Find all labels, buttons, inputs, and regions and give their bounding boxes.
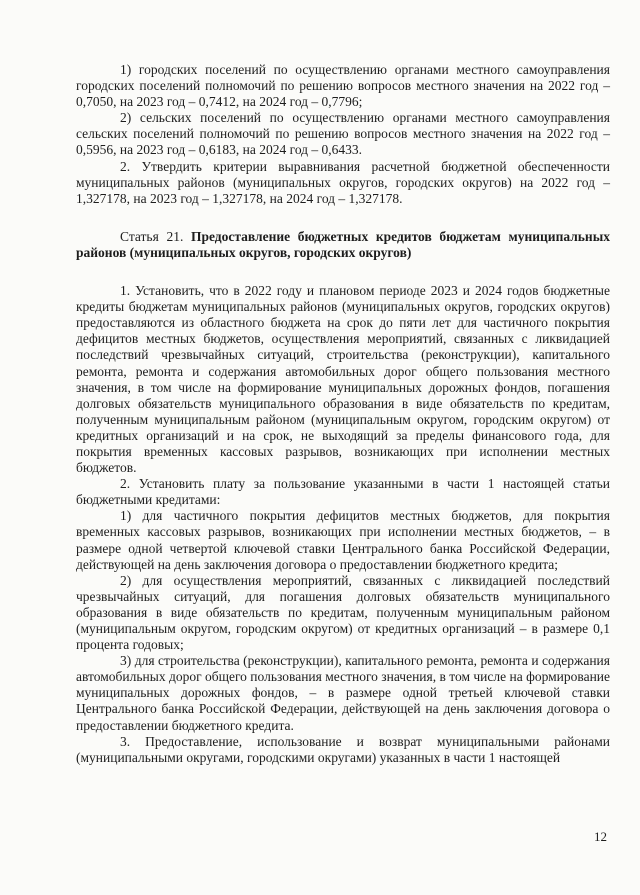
paragraph-part-1: 1. Установить, что в 2022 году и плановом периоде 2023 и 2024 годов бюджетные кредиты бюджетам муниципальных районов (муниципальных округов, городских округов) предоставляются из областного бюджета на срок до пяти лет для частичного покрытия дефицитов местных бюджетов, осуществления мероприятий, связанных с ликвидацией последствий чрезвычайных ситуаций, строительства (реконструкции), капитального ремонта, ремонта и содержания автомобильных дорог общего пользования местного значения, в том числе на формирование муниципальных дорожных фондов, погашения долговых обязательств муниципального образования в виде обязательств по кредитам, полученным муниципальным районом (муниципальным округом, городским округом) от кредитных организаций и на срок, не выходящий за пределы финансового года, для покрытия временных кассовых разрывов, возникающих при исполнении местных бюджетов. (76, 283, 610, 476)
paragraph-equalization-criteria: 2. Утвердить критерии выравнивания расчетной бюджетной обеспеченности муниципальных районов (муниципальных округов, городских округов) на 2022 год – 1,327178, на 2023 год – 1,327178, на 2024 год – 1,327178. (76, 158, 610, 206)
paragraph-part-3: 3. Предоставление, использование и возврат муниципальными районами (муниципальными округами, городскими округами) указанных в части 1 настоящей (76, 733, 610, 765)
article-title: Предоставление бюджетных кредитов бюджетам муниципальных районов (муниципальных округов, городских округов) (76, 228, 610, 260)
document-body (76, 62, 610, 766)
article-label: Статья 21. (120, 228, 184, 244)
section-spacer (76, 207, 610, 229)
article-heading (76, 229, 610, 261)
paragraph-rural-settlements: 2) сельских поселений по осуществлению органами местного самоуправления сельских поселений полномочий по решению вопросов местного значения на 2022 год – 0,5956, на 2023 год – 0,6183, на 2024 год – 0,6433. (76, 110, 610, 158)
paragraph-part-2-item-1: 1) для частичного покрытия дефицитов местных бюджетов, для покрытия временных кассовых разрывов, возникающих при исполнении местных бюджетов, – в размере одной четвертой ключевой ставки Центрального банка Российской Федерации, действующей на день заключения договора о предоставлении бюджетного кредита; (76, 508, 610, 572)
page-number: 12 (594, 829, 607, 844)
section-spacer (76, 261, 610, 283)
paragraph-part-2: 2. Установить плату за пользование указанными в части 1 настоящей статьи бюджетными кредитами: (76, 476, 610, 508)
paragraph-part-2-item-3: 3) для строительства (реконструкции), капитального ремонта, ремонта и содержания автомобильных дорог общего пользования местного значения, в том числе на формирование муниципальных дорожных фондов, – в размере одной третьей ключевой ставки Центрального банка Российской Федерации, действующей на день заключения договора о предоставлении бюджетного кредита. (76, 653, 611, 733)
paragraph-urban-settlements: 1) городских поселений по осуществлению органами местного самоуправления городских поселений полномочий по решению вопросов местного значения на 2022 год – 0,7050, на 2023 год – 0,7412, на 2024 год – 0,7796; (76, 62, 610, 110)
paragraph-part-2-item-2: 2) для осуществления мероприятий, связанных с ликвидацией последствий чрезвычайных ситуаций, для погашения долговых обязательств муниципального образования в виде обязательств по кредитам, полученным муниципальным районом (муниципальным округом, городским округом) от кредитных организаций – в размере 0,1 процента годовых; (76, 572, 610, 653)
